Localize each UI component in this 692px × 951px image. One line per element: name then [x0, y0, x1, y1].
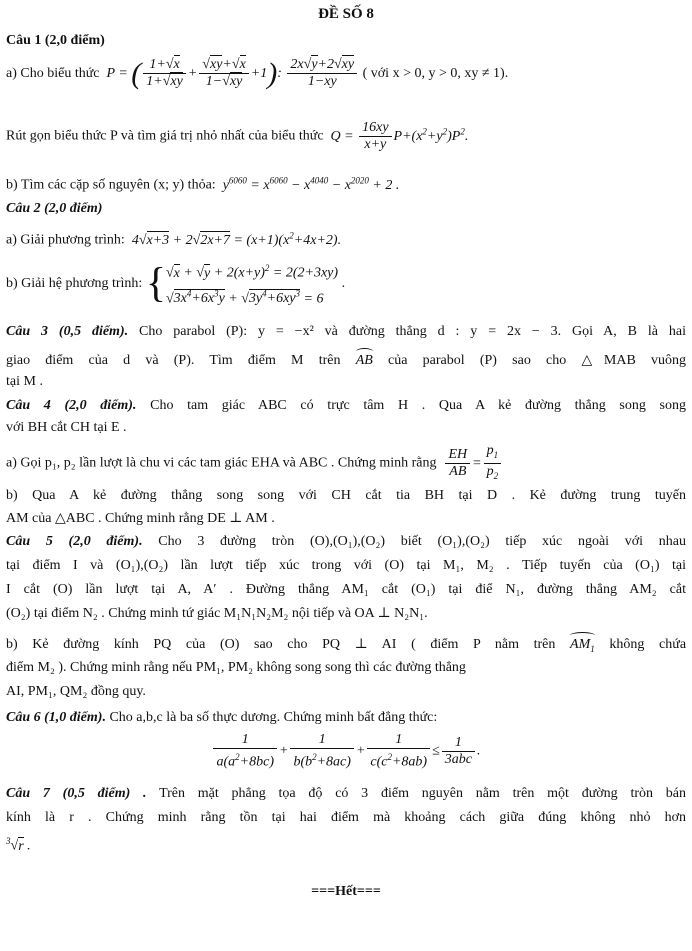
page-title: ĐỀ SỐ 8 [318, 6, 374, 22]
question-1a-condition: ( với x > 0, y > 0, xy ≠ 1). [362, 66, 509, 81]
formula-7: $^3$√r . [6, 836, 31, 854]
question-5-line-1: Câu 5 (2,0 điểm). Cho 3 đường tròn (O),(O₁),(O₂) biết (O₁),(O₂) tiếp xúc ngoài với nhau [6, 534, 686, 549]
formula-1b: $y^{6060} = x^{6060} - x^{4040} - x^{2020} + 2$ . [219, 175, 400, 193]
question-1a-text: Rút gọn biểu thức P và tìm giá trị nhỏ nhất của biểu thức [6, 128, 324, 144]
question-1b [6, 172, 686, 194]
question-3-line-1: Câu 3 (0,5 điểm). Cho parabol (P): y = −x² và đường thẳng d : y = 2x − 3. Gọi A, B là hai [6, 324, 686, 339]
arc-ab: AB [356, 349, 373, 369]
formula-6: $\frac{1}{a(a^2+8bc)}$ + $\frac{1}{b(b^2+8ac)}$ + $\frac{1}{c(c^2+8ab)}$ ≤ 1 3abc . [6, 732, 686, 771]
formula-2a: $4√x+3 + 2√2x+7 = (x+1)(x^2+4x+2)$. [128, 230, 342, 248]
question-2-heading: Câu 2 (2,0 điểm) [6, 201, 103, 216]
question-4-line-1: Câu 4 (2,0 điểm). Cho tam giác ABC có trực tâm H . Qua A kẻ đường thẳng song song [6, 398, 686, 413]
end-marker: ===Hết=== [311, 884, 381, 899]
question-3-heading: Câu 3 (0,5 điểm). [6, 324, 129, 339]
question-1a [6, 57, 686, 91]
question-1a-intro: a) Cho biểu thức [6, 66, 100, 81]
question-4a: a) Gọi p₁, p₂ lần lượt là chu vi các tam giác EHA và ABC . Chứng minh rằng $\frac{EH}{AB}$ = $\frac{p_1}{p_2}$ [6, 443, 686, 484]
formula-4a: $\frac{EH}{AB}$ = $\frac{p_1}{p_2}$ [440, 456, 503, 471]
question-2b-text: b) Giải hệ phương trình: [6, 275, 143, 291]
question-7-line-2: kính là r . Chứng minh rằng tồn tại hai điểm mà khoảng cách giữa đúng không nhỏ hơn [6, 810, 686, 825]
question-7-heading: Câu 7 (0,5 điểm) . [6, 786, 147, 801]
question-2a-text: a) Giải phương trình: [6, 232, 125, 248]
question-1b-text: b) Tìm các cặp số nguyên (x; y) thỏa: [6, 177, 216, 193]
question-3-line-2: giao điểm của d và (P). Tìm điểm M trên AB của parabol (P) sao cho △MAB vuông [6, 349, 686, 369]
question-5b-line-3: AI, PM₁, QM₂ đồng quy. [6, 684, 146, 699]
question-1a-task [6, 116, 686, 153]
question-2b: b) Giải hệ phương trình: {$√x + √y + 2(x+y)^2 = 2(2+3xy)$ $√3x^4+6x^3y + √3y^4+6xy^3 = 6$ . [6, 258, 686, 309]
question-4-heading: Câu 4 (2,0 điểm). [6, 398, 137, 413]
arc-am1: $AM_1$ [570, 633, 595, 658]
question-7-line-1: Câu 7 (0,5 điểm) . Trên mặt phẳng tọa độ có 3 điểm nguyên nằm trên một đường tròn bán [6, 786, 686, 801]
question-5b-line-2: điểm M₂ ). Chứng minh rằng nếu PM₁, PM₂ không song song thì các đường thẳng [6, 660, 466, 675]
question-5-line-3: I cắt (O) lần lượt tại A, A′ . Đường thẳng AM₁ cắt (O₁) tại điể N₁, đường thẳng AM₂ cắt [6, 582, 686, 597]
question-5-heading: Câu 5 (2,0 điểm). [6, 534, 143, 549]
formula-p: P = ( $\frac{1+√x}{1+√xy}$ + $\frac{√xy+√x}{1-√xy}$ +1): $\frac{2x√y+2√xy}{1-xy}$ [103, 66, 363, 81]
question-4b-line-2: AM của △ABC . Chứng minh rằng DE ⊥ AM . [6, 511, 275, 526]
question-6-line-1: Câu 6 (1,0 điểm). Cho a,b,c là ba số thực dương. Chứng minh bất đẳng thức: [6, 710, 438, 725]
question-4-line-2: với BH cắt CH tại E . [6, 420, 127, 435]
question-2a [6, 227, 686, 249]
question-5-line-2: tại điểm I và (O₁),(O₂) lần lượt tiếp xúc trong với (O) tại M₁, M₂ . Tiếp tuyến của (O₁) tại [6, 558, 686, 573]
formula-q: Q = $\frac{16xy}{x+y}$ $P+(x^2+y^2)P^2$. [327, 119, 469, 152]
question-1-heading: Câu 1 (2,0 điểm) [6, 33, 105, 48]
question-5b-line-1: b) Kẻ đường kính PQ của (O) sao cho PQ ⊥ AI ( điểm P nằm trên $AM_1$ không chứa [6, 633, 686, 658]
formula-2b-system: $√x + √y + 2(x+y)^2 = 2(2+3xy)$ $√3x^4+6x^3y + √3y^4+6xy^3 = 6$ [165, 263, 339, 307]
question-5-line-4: (O₂) tại điểm N₂ . Chứng minh tứ giác M₁N₁N₂M₂ nội tiếp và OA ⊥ N₂N₁. [6, 606, 428, 621]
question-6-heading: Câu 6 (1,0 điểm). [6, 710, 106, 725]
question-3-line-3: tại M . [6, 374, 43, 389]
question-4b-line-1: b) Qua A kẻ đường thẳng song song với CH cắt tia BH tại D . Kẻ đường trung tuyến [6, 488, 686, 503]
